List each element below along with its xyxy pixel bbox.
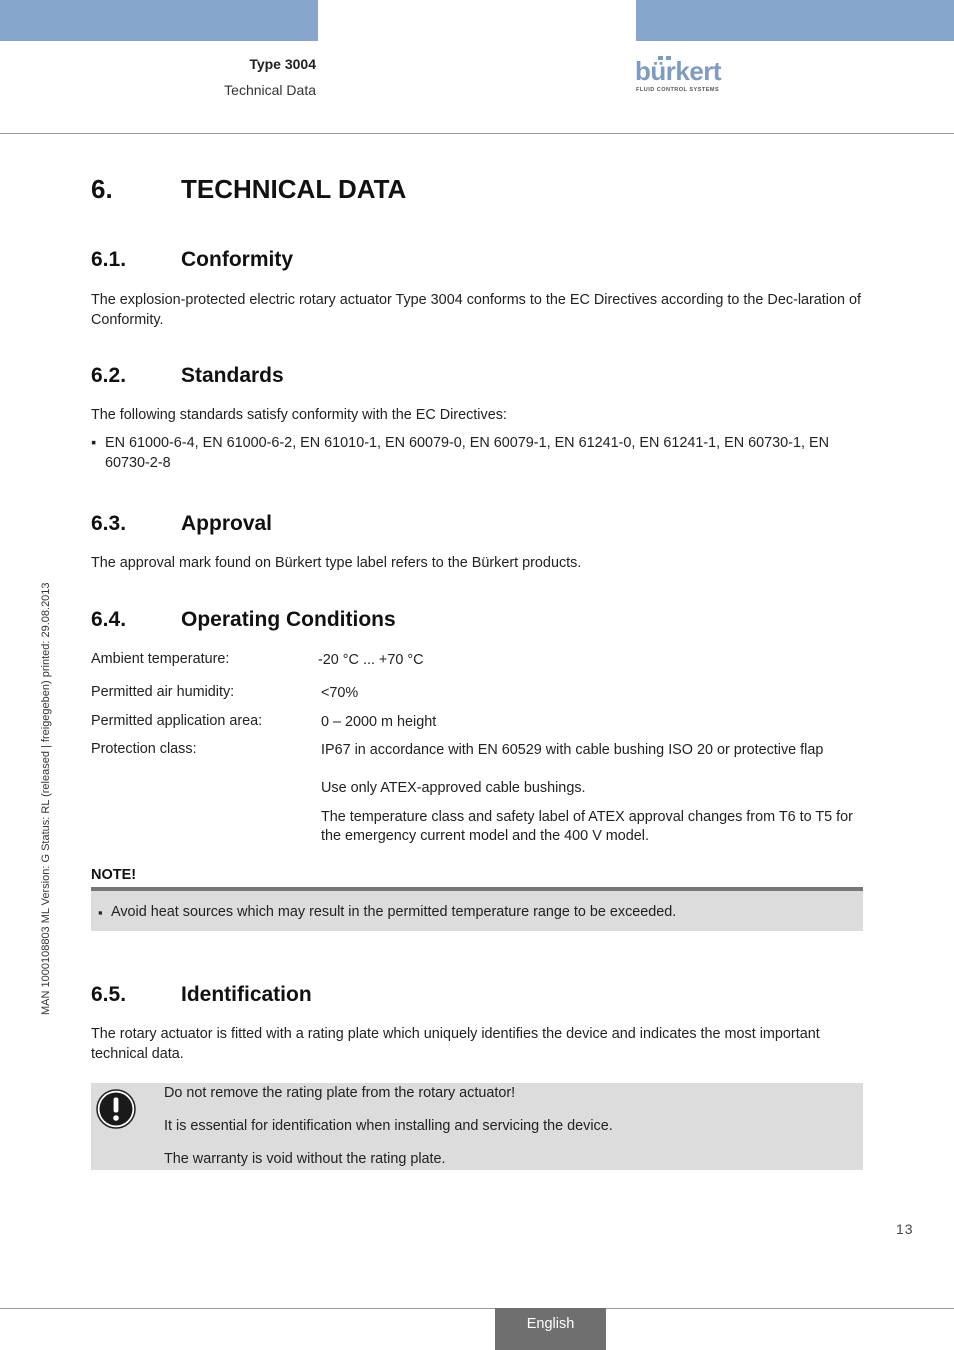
section-title: Operating Conditions bbox=[181, 608, 396, 631]
section-heading-standards bbox=[91, 364, 591, 392]
header-divider bbox=[0, 133, 954, 134]
standards-list-text: EN 61000-6-4, EN 61000-6-2, EN 61010-1, EN 60079-0, EN 60079-1, EN 61241-0, EN 61241-1, EN 60730-1, EN 60730-2-8 bbox=[105, 435, 829, 471]
note-label: NOTE! bbox=[91, 867, 137, 883]
bullet-marker: ▪ bbox=[91, 435, 97, 451]
chapter-title: TECHNICAL DATA bbox=[181, 174, 407, 204]
chapter-number: 6. bbox=[91, 174, 113, 204]
section-title: Identification bbox=[181, 983, 312, 1006]
note-text: Avoid heat sources which may result in the permitted temperature range to be exceeded. bbox=[111, 904, 677, 920]
exclamation-icon bbox=[96, 1089, 136, 1129]
protection-class-cable-note: Use only ATEX-approved cable bushings. bbox=[321, 780, 586, 796]
warning-box bbox=[91, 1083, 863, 1170]
protection-class-value: IP67 in accordance with EN 60529 with cable bushing ISO 20 or protective flap bbox=[321, 742, 824, 758]
ambient-temperature-value: -20 °C ... +70 °C bbox=[318, 652, 424, 668]
logo-wordmark: bürkert bbox=[635, 56, 722, 86]
protection-class-atex-note: The temperature class and safety label of ATEX approval changes from T6 to T5 for the emergency current model and the 400 V model. bbox=[321, 809, 853, 845]
section-title: Approval bbox=[181, 512, 273, 535]
section-number: 6.4. bbox=[91, 608, 127, 631]
standards-text: The following standards satisfy conformity with the EC Directives: bbox=[91, 407, 507, 423]
side-document-info: MAN 1000108803 ML Version: G Status: RL (released | freigegeben) printed: 29.08.2013 bbox=[40, 582, 52, 1015]
identification-text: The rotary actuator is fitted with a rating plate which uniquely identifies the device and indicates the most important technical data. bbox=[91, 1026, 820, 1062]
warning-line: Do not remove the rating plate from the rotary actuator! bbox=[164, 1085, 516, 1101]
logo-tagline: FLUID CONTROL SYSTEMS bbox=[636, 87, 720, 93]
section-heading-identification bbox=[91, 983, 591, 1011]
application-area-label: Permitted application area: bbox=[91, 713, 263, 729]
section-title: Conformity bbox=[181, 248, 293, 271]
doc-section: Technical Data bbox=[224, 82, 316, 98]
conformity-text: The explosion-protected electric rotary actuator Type 3004 conforms to the EC Directives according to the Dec-laration of Conformity. bbox=[91, 292, 862, 328]
section-number: 6.3. bbox=[91, 512, 127, 535]
section-title: Standards bbox=[181, 364, 284, 387]
bullet-marker: ▪ bbox=[98, 905, 103, 920]
burkert-logo bbox=[635, 56, 735, 98]
section-number: 6.5. bbox=[91, 983, 127, 1006]
warning-line: The warranty is void without the rating plate. bbox=[164, 1151, 446, 1167]
header-band-left bbox=[0, 0, 318, 41]
section-heading-conformity bbox=[91, 248, 591, 276]
footer-divider bbox=[0, 1308, 954, 1309]
language-tab: English bbox=[495, 1308, 606, 1350]
doc-type: Type 3004 bbox=[249, 56, 316, 72]
header-band-right bbox=[636, 0, 954, 41]
section-number: 6.1. bbox=[91, 248, 127, 271]
note-box bbox=[91, 887, 863, 931]
protection-class-label: Protection class: bbox=[91, 741, 197, 757]
section-number: 6.2. bbox=[91, 364, 127, 387]
approval-text: The approval mark found on Bürkert type label refers to the Bürkert products. bbox=[91, 555, 582, 571]
application-area-value: 0 – 2000 m height bbox=[321, 714, 437, 730]
air-humidity-label: Permitted air humidity: bbox=[91, 684, 235, 700]
section-heading-operating-conditions bbox=[91, 608, 591, 636]
ambient-temperature-label: Ambient temperature: bbox=[91, 651, 230, 667]
page-number: 13 bbox=[896, 1221, 914, 1237]
section-heading-approval bbox=[91, 512, 591, 540]
air-humidity-value: <70% bbox=[321, 685, 359, 701]
warning-line: It is essential for identification when installing and servicing the device. bbox=[164, 1118, 613, 1134]
